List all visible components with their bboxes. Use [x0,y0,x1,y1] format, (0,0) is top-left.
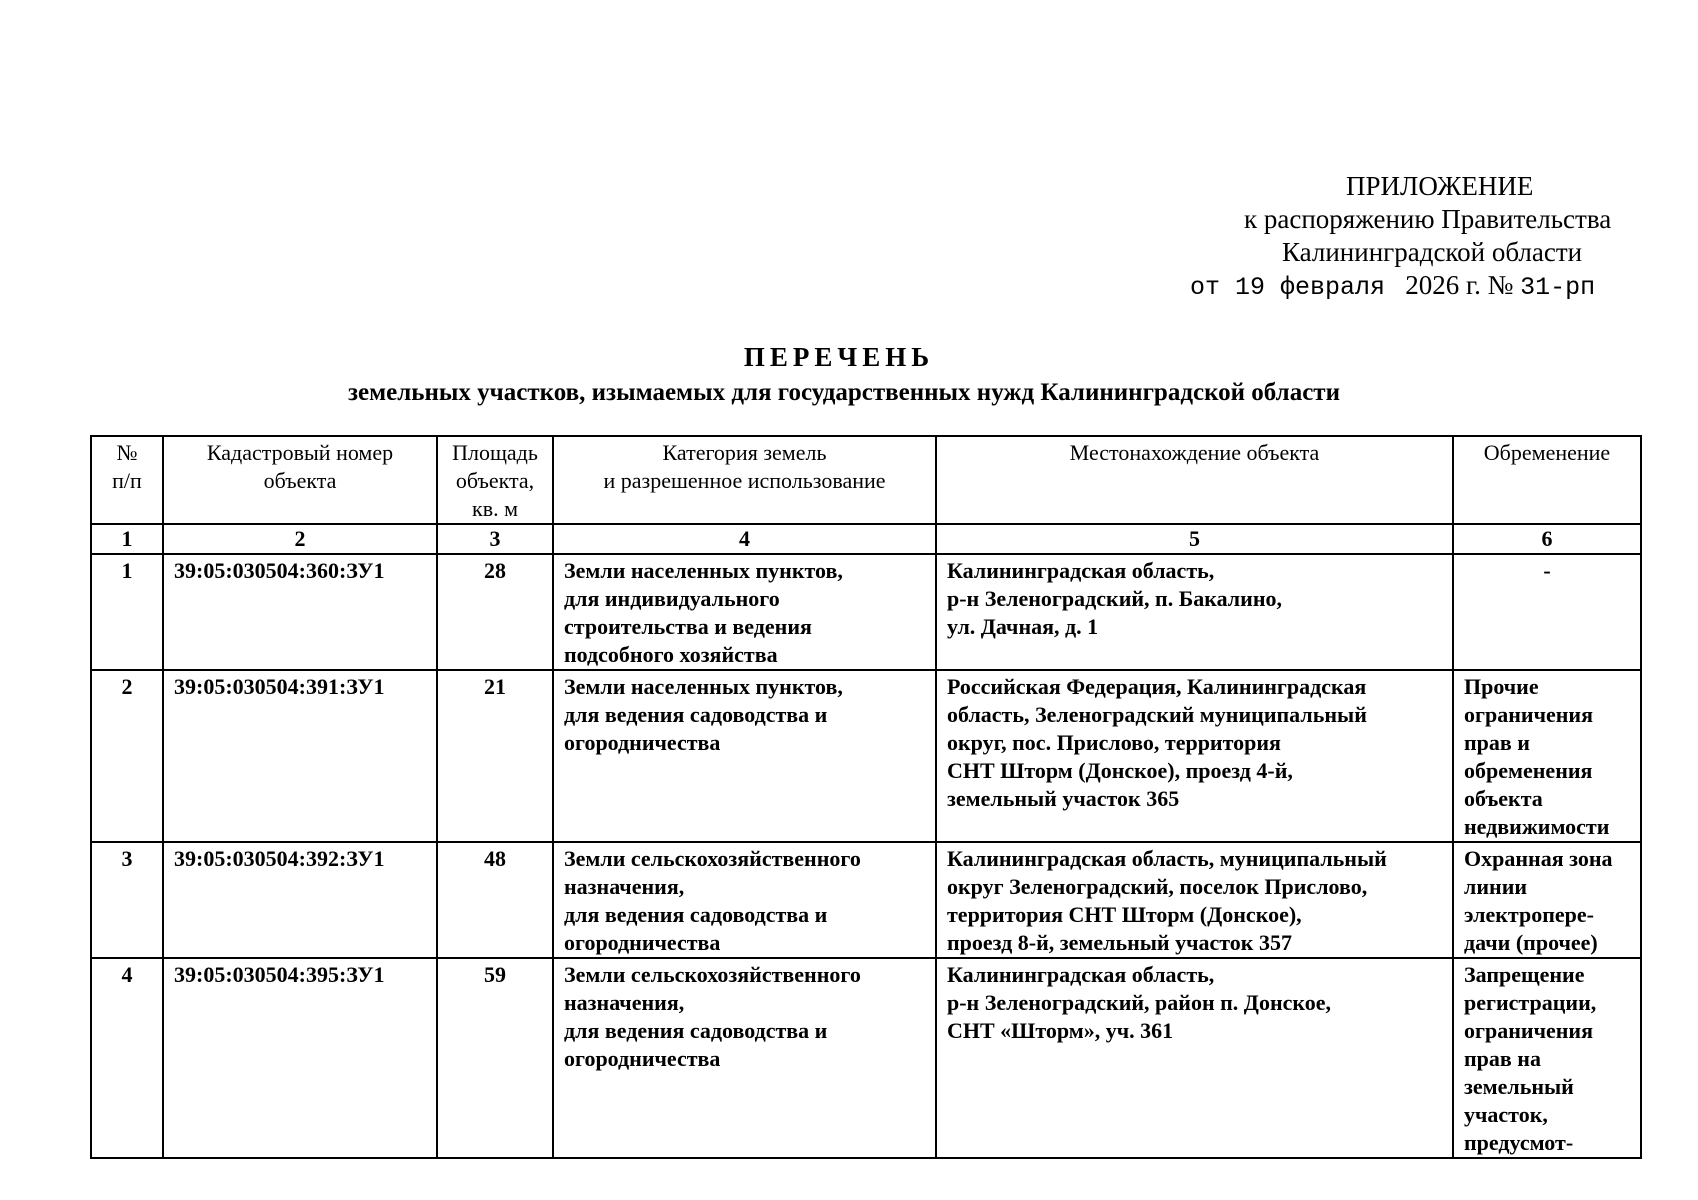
land-category: Земли населенных пунктов, для ведения садоводства и огородничества [553,670,936,842]
appendix-date-line [1190,269,1698,304]
row-number: 4 [91,958,163,1158]
document-subtitle: земельных участков, изымаемых для государственных нужд Калининградской области [348,379,1340,406]
header-encumbrance: Обременение [1453,436,1641,524]
appendix-reference: к распоряжению Правительства [1244,204,1612,234]
encumbrance: - [1453,554,1641,670]
cadastral-number: 39:05:030504:391:ЗУ1 [163,670,437,842]
table-header-row [91,436,1641,524]
row-number: 3 [91,842,163,958]
appendix-block [1100,170,1660,304]
table-row [91,842,1641,958]
appendix-year: 2026 г. № [1405,270,1514,300]
column-number: 5 [936,524,1453,554]
header-category: Категория земель и разрешенное использование [553,436,936,524]
plot-area: 59 [437,958,553,1158]
document-title-block [0,340,1698,412]
row-number: 1 [91,554,163,670]
column-number: 3 [437,524,553,554]
header-area: Площадь объекта, кв. м [437,436,553,524]
cadastral-number: 39:05:030504:395:ЗУ1 [163,958,437,1158]
cadastral-number: 39:05:030504:360:ЗУ1 [163,554,437,670]
land-category: Земли сельскохозяйственного назначения, для ведения садоводства и огородничества [553,842,936,958]
plot-location: Калининградская область, муниципальный округ Зеленоградский, поселок Прислово, территория СНТ Шторм (Донское), проезд 8-й, земельный участок 357 [936,842,1453,958]
column-number: 1 [91,524,163,554]
appendix-date: от 19 февраля [1190,273,1386,302]
plot-area: 48 [437,842,553,958]
plot-area: 28 [437,554,553,670]
document-title: ПЕРЕЧЕНЬ [743,342,935,372]
land-category: Земли населенных пунктов, для индивидуального строительства и ведения подсобного хозяйства [553,554,936,670]
appendix-number: 31-рп [1520,273,1596,302]
column-number: 2 [163,524,437,554]
header-location: Местонахождение объекта [936,436,1453,524]
cadastral-number: 39:05:030504:392:ЗУ1 [163,842,437,958]
land-plots-table [90,435,1642,1159]
appendix-region: Калининградской области [1282,237,1583,267]
column-number: 4 [553,524,936,554]
table-row [91,670,1641,842]
encumbrance: Запрещение регистрации, ограничения прав на земельный участок, предусмот- [1453,958,1641,1158]
encumbrance: Прочие ограничения прав и обременения объекта недвижимости [1453,670,1641,842]
plot-location: Российская Федерация, Калининградская область, Зеленоградский муниципальный округ, пос. Прислово, территория СНТ Шторм (Донское), проезд 4-й, земельный участок 365 [936,670,1453,842]
table-row [91,958,1641,1158]
table-row [91,554,1641,670]
encumbrance: Охранная зона линии электропере- дачи (прочее) [1453,842,1641,958]
header-cadastral: Кадастровый номер объекта [163,436,437,524]
row-number: 2 [91,670,163,842]
column-number-row [91,524,1641,554]
header-number: № п/п [91,436,163,524]
plot-area: 21 [437,670,553,842]
appendix-title: ПРИЛОЖЕНИЕ [1346,171,1534,201]
land-category: Земли сельскохозяйственного назначения, для ведения садоводства и огородничества [553,958,936,1158]
plot-location: Калининградская область, р-н Зеленоградский, п. Бакалино, ул. Дачная, д. 1 [936,554,1453,670]
plot-location: Калининградская область, р-н Зеленоградский, район п. Донское, СНТ «Шторм», уч. 361 [936,958,1453,1158]
column-number: 6 [1453,524,1641,554]
